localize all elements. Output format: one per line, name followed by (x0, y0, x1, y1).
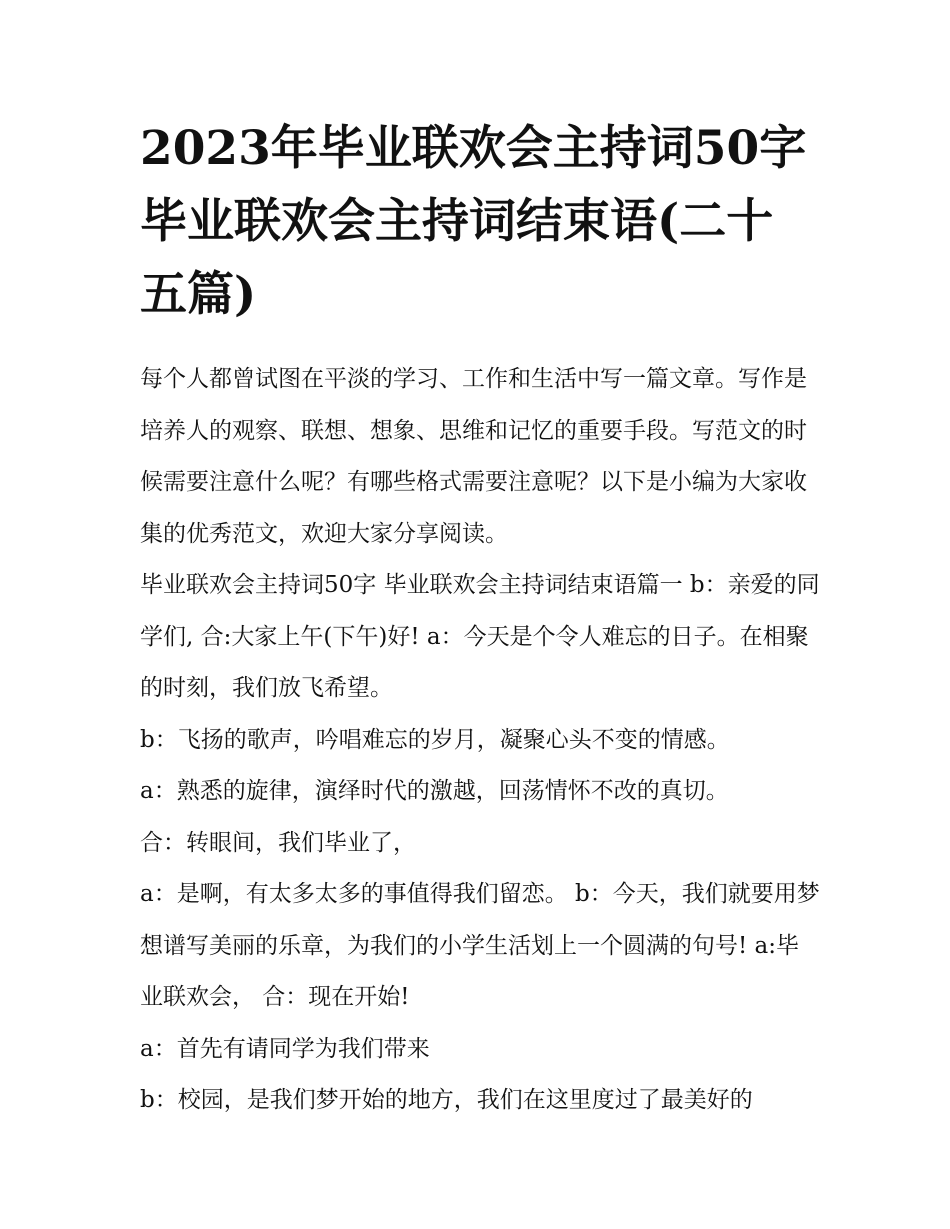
document-title: 2023年毕业联欢会主持词50字 毕业联欢会主持词结束语(二十五篇) (140, 121, 807, 322)
paragraph-opening: 毕业联欢会主持词50字 毕业联欢会主持词结束语篇一 b：亲爱的同学们, 合:大家上午(下午)好! a：今天是个令人难忘的日子。在相聚的时刻，我们放飞希望。 (140, 572, 820, 701)
paragraph-line: a：熟悉的旋律，演绎时代的激越，回荡情怀不改的真切。 (140, 778, 729, 804)
paragraph-line: 合：转眼间，我们毕业了， (140, 829, 416, 856)
paragraph-line: b：飞扬的歌声，吟唱难忘的岁月，凝聚心头不变的情感。 (140, 726, 730, 753)
paragraph-line: a：是啊，有太多太多的事值得我们留恋。 b：今天，我们就要用梦想谱写美丽的乐章，为我们的小学生活划上一个圆满的句号! a:毕业联欢会， 合：现在开始! (140, 881, 820, 1010)
document-body (140, 354, 820, 1127)
paragraph-line: a：首先有请同学为我们带来 (140, 1035, 430, 1062)
paragraph-intro: 每个人都曾试图在平淡的学习、工作和生活中写一篇文章。写作是培养人的观察、联想、想象、思维和记忆的重要手段。写范文的时候需要注意什么呢？有哪些格式需要注意呢？以下是小编为大家收集的优秀范文，欢迎大家分享阅读。 (140, 366, 807, 547)
paragraph-line: b：校园，是我们梦开始的地方，我们在这里度过了最美好的 (140, 1087, 753, 1113)
